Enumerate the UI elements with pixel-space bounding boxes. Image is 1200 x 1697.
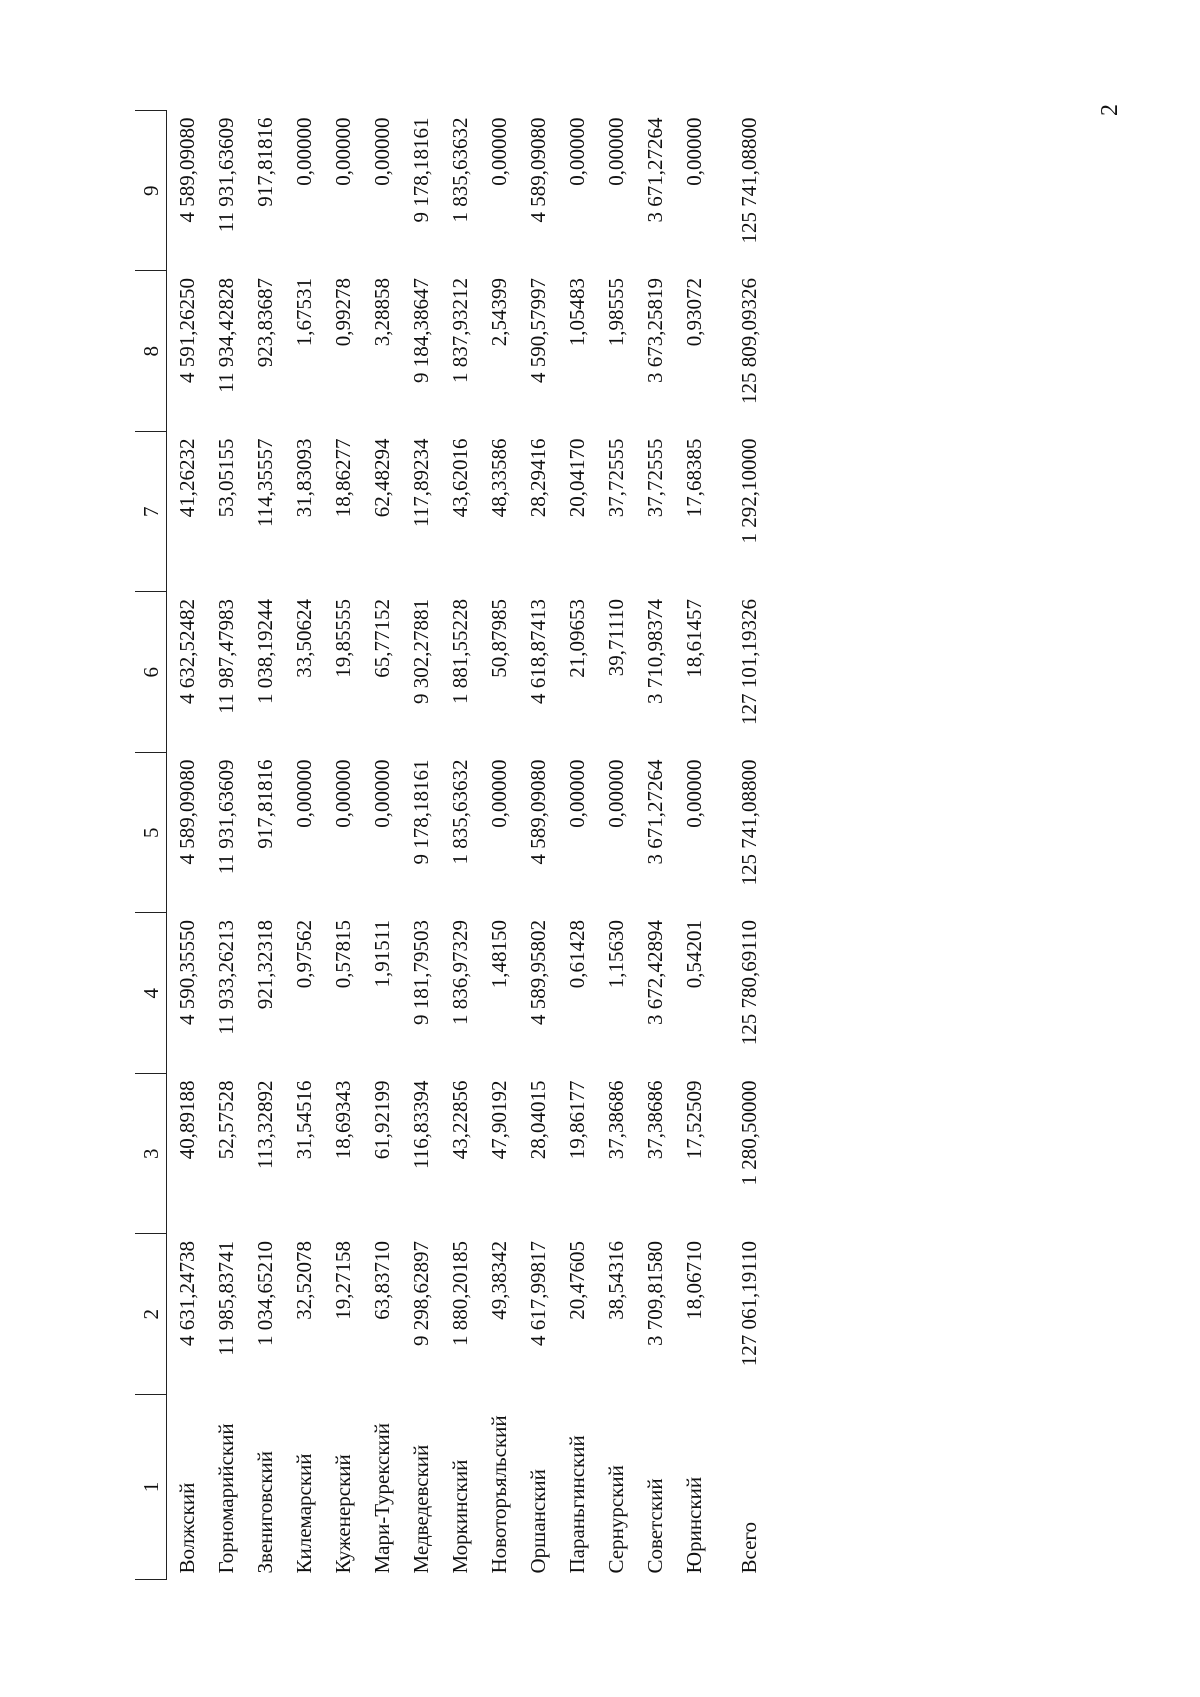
data-table xyxy=(135,110,768,1580)
table-cell: 52,57528 xyxy=(214,1080,238,1160)
table-cell: 11 985,83741 xyxy=(214,1241,238,1356)
table-cell: 0,93072 xyxy=(682,278,706,347)
table-cell: 4 617,99817 xyxy=(526,1241,550,1346)
table-cell: 0,00000 xyxy=(370,759,394,828)
column-header: 2 xyxy=(135,1234,167,1395)
column-header: 1 xyxy=(135,1395,167,1580)
table-cell: 117,89234 xyxy=(409,438,433,527)
table-cell: 0,54201 xyxy=(682,920,706,989)
table-cell: 0,00000 xyxy=(370,117,394,186)
table-cell: 43,22856 xyxy=(448,1080,472,1160)
page-number: 2 xyxy=(1097,104,1123,116)
table-cell: 37,38686 xyxy=(604,1080,628,1160)
table-cell: 3 671,27264 xyxy=(643,117,667,223)
table-row xyxy=(167,111,207,1580)
table-cell: 3,28858 xyxy=(370,278,394,347)
rotated-table-container xyxy=(135,110,775,1580)
table-cell: 28,29416 xyxy=(526,438,550,518)
table-cell: 1 034,65210 xyxy=(253,1241,277,1346)
table-cell: 18,69343 xyxy=(331,1080,355,1160)
table-row xyxy=(518,111,557,1580)
table-cell: 61,92199 xyxy=(370,1080,394,1160)
table-cell: 0,61428 xyxy=(565,920,589,989)
table-cell: 0,00000 xyxy=(565,759,589,828)
table-cell: 18,06710 xyxy=(682,1241,706,1320)
column-header: 3 xyxy=(135,1074,167,1235)
table-row xyxy=(401,111,440,1580)
table-cell: 37,72555 xyxy=(604,438,628,518)
row-label: Советский xyxy=(643,1478,667,1574)
table-cell: 4 589,95802 xyxy=(526,920,550,1025)
table-cell: 63,83710 xyxy=(370,1241,394,1320)
table-cell: 53,05155 xyxy=(214,438,238,518)
column-header: 7 xyxy=(135,432,167,593)
table-cell: 125 809,09326 xyxy=(737,278,761,404)
table-cell: 33,50624 xyxy=(292,599,316,678)
table-cell: 4 591,26250 xyxy=(175,278,199,383)
table-cell: 1 880,20185 xyxy=(448,1241,472,1346)
table-row xyxy=(479,111,518,1580)
table-cell: 127 061,19110 xyxy=(737,1241,761,1367)
table-cell: 4 632,52482 xyxy=(175,599,199,704)
table-row xyxy=(245,111,284,1580)
table-cell: 917,81816 xyxy=(253,117,277,207)
table-cell: 38,54316 xyxy=(604,1241,628,1320)
table-cell: 9 298,62897 xyxy=(409,1241,433,1346)
total-row xyxy=(713,111,768,1580)
table-row xyxy=(362,111,401,1580)
table-cell: 923,83687 xyxy=(253,278,277,368)
table-row xyxy=(557,111,596,1580)
table-cell: 39,71110 xyxy=(604,599,628,677)
table-cell: 921,32318 xyxy=(253,920,277,1010)
table-cell: 0,00000 xyxy=(331,759,355,828)
table-cell: 11 933,26213 xyxy=(214,920,238,1035)
table-cell: 48,33586 xyxy=(487,438,511,518)
table-cell: 1 038,19244 xyxy=(253,599,277,704)
table-cell: 4 631,24738 xyxy=(175,1241,199,1346)
table-cell: 20,04170 xyxy=(565,438,589,518)
table-cell: 0,57815 xyxy=(331,920,355,989)
table-cell: 1 292,10000 xyxy=(737,438,761,544)
table-cell: 1,67531 xyxy=(292,278,316,347)
table-cell: 4 589,09080 xyxy=(175,759,199,865)
table-cell: 2,54399 xyxy=(487,278,511,347)
column-header: 9 xyxy=(135,111,167,272)
table-cell: 1,15630 xyxy=(604,920,628,989)
table-cell: 1,05483 xyxy=(565,278,589,347)
table-row xyxy=(206,111,245,1580)
row-label: Волжский xyxy=(175,1482,199,1574)
row-label: Мари-Турекский xyxy=(370,1422,394,1574)
table-cell: 3 709,81580 xyxy=(643,1241,667,1346)
table-cell: 3 672,42894 xyxy=(643,920,667,1025)
table-cell: 1 280,50000 xyxy=(737,1080,761,1186)
table-cell: 0,00000 xyxy=(565,117,589,186)
table-cell: 21,09653 xyxy=(565,599,589,678)
table-cell: 18,86277 xyxy=(331,438,355,518)
table-cell: 0,00000 xyxy=(331,117,355,186)
header-row xyxy=(135,111,167,1580)
table-cell: 40,89188 xyxy=(175,1080,199,1160)
table-cell: 4 589,09080 xyxy=(526,117,550,223)
column-header: 4 xyxy=(135,913,167,1074)
table-cell: 37,72555 xyxy=(643,438,667,518)
row-label: Юринский xyxy=(682,1476,706,1574)
table-cell: 28,04015 xyxy=(526,1080,550,1160)
table-cell: 43,62016 xyxy=(448,438,472,518)
table-cell: 0,00000 xyxy=(292,759,316,828)
table-cell: 31,54516 xyxy=(292,1080,316,1160)
table-row xyxy=(440,111,479,1580)
table-cell: 31,83093 xyxy=(292,438,316,518)
table-body xyxy=(135,111,768,1580)
table-cell: 0,00000 xyxy=(604,759,628,828)
row-label: Всего xyxy=(737,1522,761,1574)
table-cell: 62,48294 xyxy=(370,438,394,518)
table-cell: 19,85555 xyxy=(331,599,355,678)
column-header: 5 xyxy=(135,753,167,914)
table-cell: 125 741,08800 xyxy=(737,117,761,244)
table-cell: 1 836,97329 xyxy=(448,920,472,1025)
table-cell: 4 589,09080 xyxy=(175,117,199,223)
table-cell: 19,86177 xyxy=(565,1080,589,1160)
table-cell: 11 934,42828 xyxy=(214,278,238,393)
table-cell: 0,00000 xyxy=(682,759,706,828)
table-cell: 4 590,35550 xyxy=(175,920,199,1025)
table-cell: 11 931,63609 xyxy=(214,117,238,233)
table-cell: 3 673,25819 xyxy=(643,278,667,383)
table-cell: 9 178,18161 xyxy=(409,759,433,865)
table-cell: 0,00000 xyxy=(292,117,316,186)
table-cell: 47,90192 xyxy=(487,1080,511,1160)
table-cell: 0,00000 xyxy=(487,117,511,186)
table-cell: 1 835,63632 xyxy=(448,759,472,865)
table-cell: 9 302,27881 xyxy=(409,599,433,704)
table-cell: 0,00000 xyxy=(604,117,628,186)
column-header: 8 xyxy=(135,271,167,432)
table-cell: 17,68385 xyxy=(682,438,706,518)
table-cell: 1 835,63632 xyxy=(448,117,472,223)
table-cell: 65,77152 xyxy=(370,599,394,678)
table-cell: 11 987,47983 xyxy=(214,599,238,714)
table-cell: 9 184,38647 xyxy=(409,278,433,383)
table-cell: 3 710,98374 xyxy=(643,599,667,704)
table-row xyxy=(635,111,674,1580)
table-cell: 127 101,19326 xyxy=(737,599,761,725)
table-cell: 4 589,09080 xyxy=(526,759,550,865)
table-row xyxy=(596,111,635,1580)
row-label: Медведевский xyxy=(409,1444,433,1574)
row-label: Параньгинский xyxy=(565,1435,589,1574)
table-cell: 125 780,69110 xyxy=(737,920,761,1046)
row-label: Новоторъяльский xyxy=(487,1415,511,1574)
table-row xyxy=(284,111,323,1580)
table-cell: 9 181,79503 xyxy=(409,920,433,1025)
row-label: Горномарийский xyxy=(214,1423,238,1574)
table-cell: 114,35557 xyxy=(253,438,277,527)
table-cell: 17,52509 xyxy=(682,1080,706,1160)
row-label: Килемарский xyxy=(292,1453,316,1574)
row-label: Оршанский xyxy=(526,1469,550,1574)
row-label: Куженерский xyxy=(331,1454,355,1574)
table-cell: 49,38342 xyxy=(487,1241,511,1320)
table-row xyxy=(323,111,362,1580)
table-cell: 0,97562 xyxy=(292,920,316,989)
table-cell: 18,61457 xyxy=(682,599,706,678)
table-cell: 116,83394 xyxy=(409,1080,433,1169)
table-cell: 41,26232 xyxy=(175,438,199,518)
table-cell: 113,32892 xyxy=(253,1080,277,1169)
column-header: 6 xyxy=(135,592,167,753)
table-cell: 0,00000 xyxy=(487,759,511,828)
table-cell: 50,87985 xyxy=(487,599,511,678)
table-cell: 0,99278 xyxy=(331,278,355,347)
row-label: Звениговский xyxy=(253,1451,277,1574)
table-cell: 1,98555 xyxy=(604,278,628,347)
table-cell: 1 881,55228 xyxy=(448,599,472,704)
table-cell: 9 178,18161 xyxy=(409,117,433,223)
table-cell: 0,00000 xyxy=(682,117,706,186)
table-cell: 32,52078 xyxy=(292,1241,316,1320)
table-cell: 917,81816 xyxy=(253,759,277,849)
table-cell: 1 837,93212 xyxy=(448,278,472,383)
table-cell: 125 741,08800 xyxy=(737,759,761,886)
table-cell: 1,48150 xyxy=(487,920,511,989)
table-cell: 11 931,63609 xyxy=(214,759,238,875)
row-label: Моркинский xyxy=(448,1459,472,1574)
table-cell: 4 590,57997 xyxy=(526,278,550,383)
table-row xyxy=(674,111,713,1580)
table-cell: 37,38686 xyxy=(643,1080,667,1160)
row-label: Сернурский xyxy=(604,1465,628,1574)
table-cell: 19,27158 xyxy=(331,1241,355,1320)
table-cell: 4 618,87413 xyxy=(526,599,550,704)
table-cell: 3 671,27264 xyxy=(643,759,667,865)
table-cell: 1,91511 xyxy=(370,920,394,988)
table-cell: 20,47605 xyxy=(565,1241,589,1320)
